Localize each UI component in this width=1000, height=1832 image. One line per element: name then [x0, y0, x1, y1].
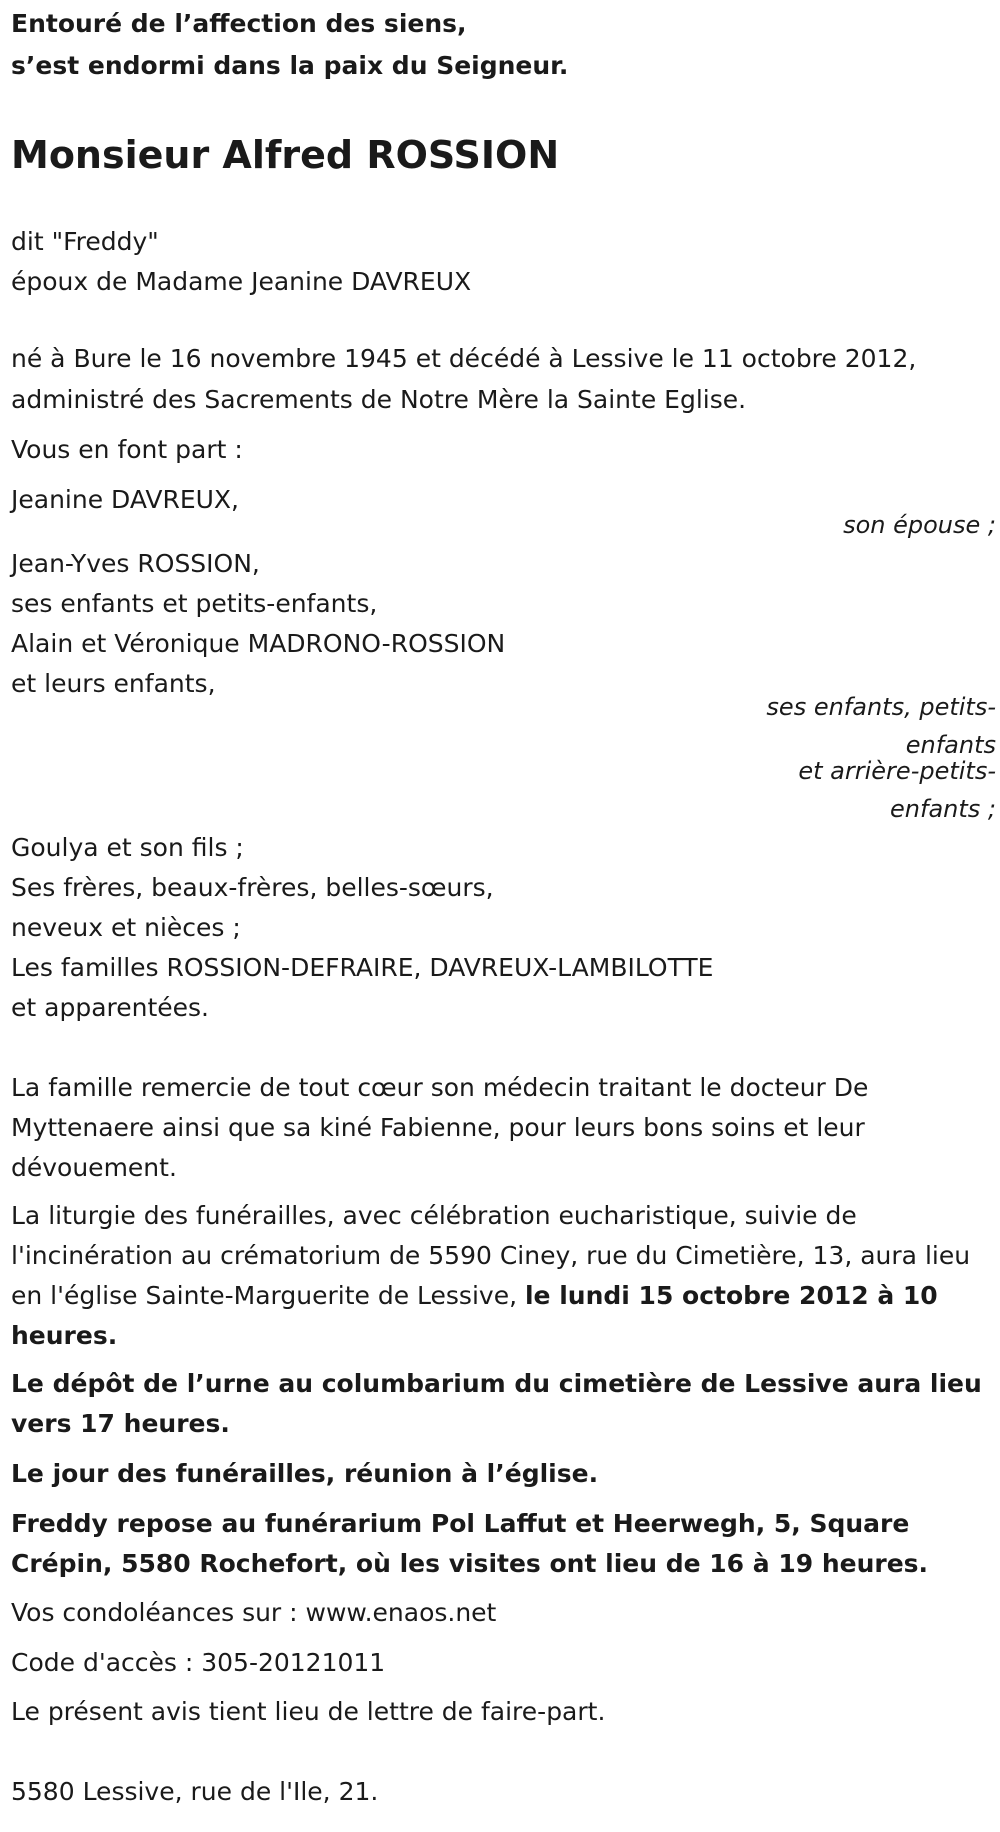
list-item: Les familles ROSSION-DEFRAIRE, DAVREUX-LAMBILOTTE	[11, 953, 714, 982]
list-item: ses enfants et petits-enfants,	[11, 589, 378, 618]
list-item: Ses frères, beaux-frères, belles-sœurs,	[11, 873, 494, 902]
list-item: Goulya et son fils ;	[11, 833, 244, 862]
list-item: Jean-Yves ROSSION,	[11, 549, 260, 578]
list-item: et apparentées.	[11, 993, 209, 1022]
intro-line-1: Entouré de l’affection des siens,	[11, 9, 467, 38]
list-item: neveux et nièces ;	[11, 913, 241, 942]
spouse-name: Jeanine DAVREUX,	[11, 485, 239, 514]
address-line: 5580 Lessive, rue de l'Ile, 21.	[11, 1777, 379, 1806]
children-role-2b: enfants ;	[890, 795, 996, 823]
announcers-heading: Vous en font part :	[11, 435, 243, 464]
spouse-line: époux de Madame Jeanine DAVREUX	[11, 267, 472, 296]
urn-paragraph: Le dépôt de l’urne au columbarium du cimetière de Lessive aura lieu vers 17 heures.	[11, 1369, 982, 1438]
sacraments-line: administré des Sacrements de Notre Mère la Sainte Eglise.	[11, 385, 747, 414]
notice-line: Le présent avis tient lieu de lettre de faire-part.	[11, 1697, 606, 1726]
intro-line-2: s’est endormi dans la paix du Seigneur.	[11, 51, 569, 80]
thanks-paragraph: La famille remercie de tout cœur son médecin traitant le docteur De Myttenaere ainsi que sa kiné Fabienne, pour leurs bons soins et leur dévouement.	[11, 1073, 869, 1182]
liturgy-date: le lundi 15 octobre 2012 à 10 heures.	[11, 1281, 938, 1350]
liturgy-text: La liturgie des funérailles, avec célébration eucharistique, suivie de l'incinération au crématorium de 5590 Ciney, rue du Cimetière, 13, aura lieu en l'église Sainte-Marguerite de Lessive,	[11, 1201, 971, 1310]
spouse-role: son épouse ;	[843, 511, 996, 539]
children-role-1a: ses enfants, petits-	[766, 693, 996, 721]
children-role-1b: enfants	[905, 731, 996, 759]
deceased-name: Monsieur Alfred ROSSION	[11, 133, 560, 177]
children-role-2a: et arrière-petits-	[798, 757, 996, 785]
access-code-line: Code d'accès : 305-20121011	[11, 1648, 386, 1677]
list-item: Alain et Véronique MADRONO-ROSSION	[11, 629, 506, 658]
funerarium-paragraph: Freddy repose au funérarium Pol Laffut et Heerwegh, 5, Square Crépin, 5580 Rochefort, où les visites ont lieu de 16 à 19 heures.	[11, 1509, 929, 1578]
condolences-line: Vos condoléances sur : www.enaos.net	[11, 1598, 497, 1627]
meeting-line: Le jour des funérailles, réunion à l’église.	[11, 1459, 599, 1488]
liturgy-paragraph	[11, 1196, 996, 1356]
birth-death-line: né à Bure le 16 novembre 1945 et décédé à Lessive le 11 octobre 2012,	[11, 344, 917, 373]
nickname: dit "Freddy"	[11, 227, 159, 256]
list-item: et leurs enfants,	[11, 669, 216, 698]
